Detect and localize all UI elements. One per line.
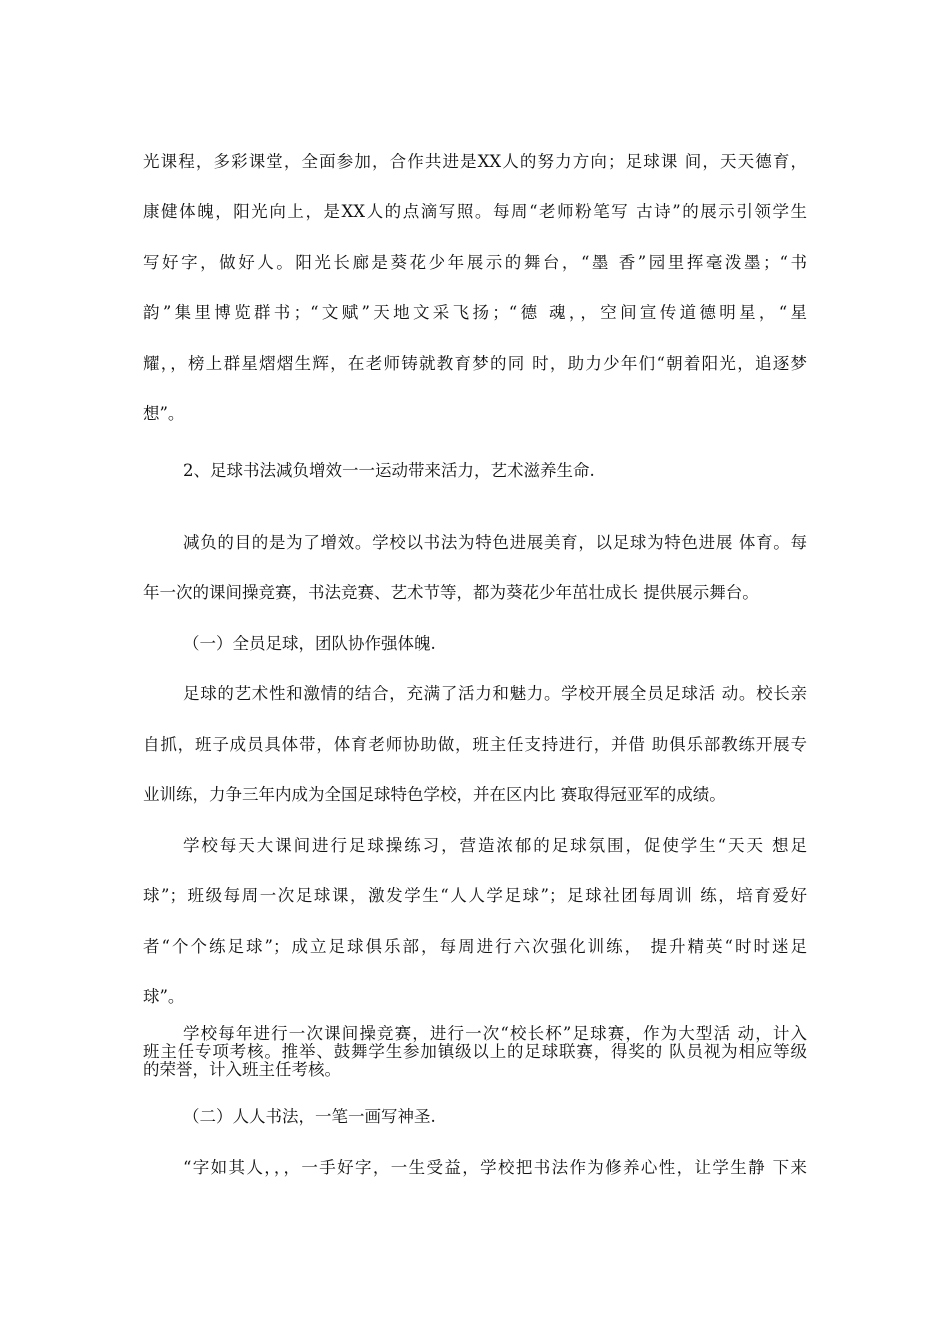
paragraph-line: 年一次的课间操竞赛，书法竞赛、艺术节等，都为葵花少年茁壮成长 提供展示舞台。 — [143, 583, 759, 602]
subsection-heading: （二）人人书法，一笔一画写神圣. — [183, 1107, 436, 1126]
subsection-heading: （一）全员足球，团队协作强体魄. — [183, 634, 436, 653]
paragraph-line: 者“个个练足球”；成立足球俱乐部，每周进行六次强化训练， 提升精英“时时迷足 — [143, 937, 807, 956]
paragraph-line: 韵”集里博览群书；“文赋”天地文采飞扬；“德 魂，，空间宣传道德明星，“星 — [143, 303, 807, 322]
paragraph-line: 的荣誉，计入班主任考核。 — [143, 1061, 341, 1079]
compact-paragraph — [143, 1025, 807, 1079]
paragraph-line: 减负的目的是为了增效。学校以书法为特色进展美育，以足球为特色进展 体育。每 — [183, 533, 807, 552]
paragraph-line: 想”。 — [143, 404, 185, 423]
paragraph-line: 足球的艺术性和激情的结合，充满了活力和魅力。学校开展全员足球活 动。校长亲 — [183, 684, 807, 703]
paragraph-line: 耀，，榜上群星熠熠生辉，在老师铸就教育梦的同 时，助力少年们“朝着阳光，追逐梦 — [143, 354, 807, 373]
paragraph-line: 业训练，力争三年内成为全国足球特色学校，并在区内比 赛取得冠亚军的成绩。 — [143, 785, 726, 804]
paragraph-line: 球”。 — [143, 987, 185, 1006]
paragraph-line: “字如其人，，，一手好字，一生受益，学校把书法作为修养心性，让学生静 下来 — [183, 1158, 807, 1177]
paragraph-line: 球”；班级每周一次足球课，激发学生“人人学足球”；足球社团每周训 练，培育爱好 — [143, 886, 807, 905]
section-heading: 2、足球书法减负增效一一运动带来活力，艺术滋养生命. — [183, 461, 595, 480]
paragraph-line: 康健体魄，阳光向上，是XX人的点滴写照。每周“老师粉笔写 古诗”的展示引领学生 — [143, 202, 807, 221]
paragraph-line: 学校每天大课间进行足球操练习，营造浓郁的足球氛围，促使学生“天天 想足 — [183, 836, 807, 855]
paragraph-line: 学校每年进行一次课间操竞赛，进行一次“校长杯”足球赛，作为大型活 动，计入 — [183, 1025, 807, 1043]
paragraph-line: 班主任专项考核。推举、鼓舞学生参加镇级以上的足球联赛，得奖的 队员视为相应等级 — [143, 1043, 807, 1061]
paragraph-line: 写好字，做好人。阳光长廊是葵花少年展示的舞台，“墨 香”园里挥毫泼墨；“书 — [143, 253, 807, 272]
paragraph-line: 自抓，班子成员具体带，体育老师协助做，班主任支持进行，并借 助俱乐部教练开展专 — [143, 735, 807, 754]
paragraph-line: 光课程，多彩课堂，全面参加，合作共进是XX人的努力方向；足球课 间，天天德育， — [143, 152, 807, 171]
